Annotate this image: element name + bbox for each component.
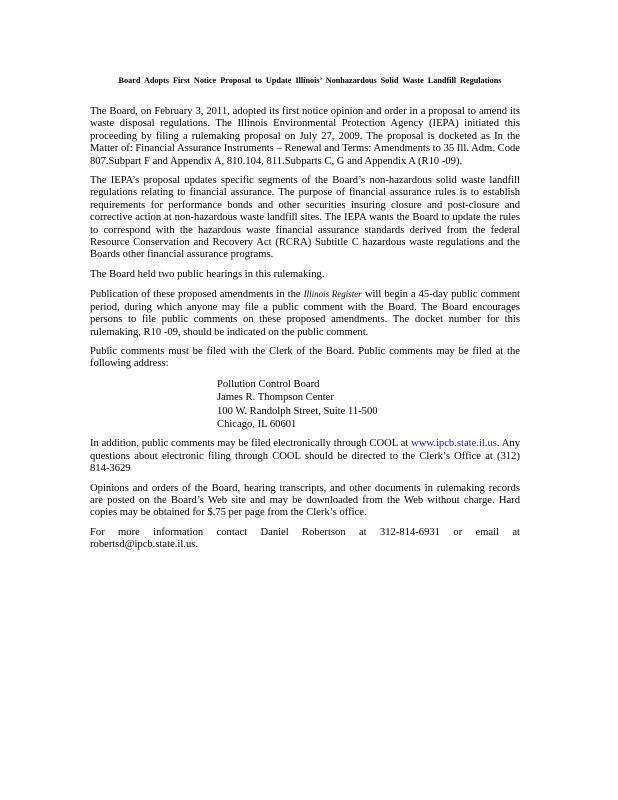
address-line-2: James R. Thompson Center bbox=[217, 392, 334, 404]
address-line-4: Chicago, IL 60601 bbox=[217, 418, 297, 430]
paragraph-adoption: The Board, on February 3, 2011, adopted its first notice opinion and order in a proposal to amend its waste disposal regulations. The Illinois Environmental Protection Agency (IEPA) initiated this proceeding by filing a rulemaking proposal on July 27, 2009. The proposal is docketed as In the Matter of: Financial Assurance Instruments – Renewal and Terms: Amendments to 35 Ill. Adm. Code 807.Subpart F and Appendix A, 810.104, 811.Subparts C, G and Appendix A (R10 -09). bbox=[90, 106, 520, 167]
address-line-1: Pollution Control Board bbox=[217, 378, 320, 390]
mailing-address bbox=[217, 378, 520, 432]
paragraph-electronic-filing bbox=[90, 438, 520, 475]
publication-text-end: will begin a 45-day public comment period, during which anyone may file a public comment with the Board. The Board encourages persons to file public comments on these proposed amendments. The docket number for this rulemaking, R10 -09, should be indicated on the public comment. bbox=[90, 289, 521, 338]
paragraph-records: Opinions and orders of the Board, hearing transcripts, and other documents in rulemaking records are posted on the Board’s Web site and may be downloaded from the Web without charge. Hard copies may be obtained for $.75 per page from the Clerk’s office. bbox=[90, 482, 520, 519]
paragraph-hearings: The Board held two public hearings in this rulemaking. bbox=[90, 268, 325, 280]
publication-text-start: Publication of these proposed amendments in the bbox=[90, 289, 304, 301]
paragraph-proposal-purpose: The IEPA’s proposal updates specific segments of the Board’s non-hazardous solid waste landfill regulations relating to financial assurance. The purpose of financial assurance rules is to establish requirements for performance bonds and other securities insuring closure and post-closure and corrective action at non-hazardous waste landfill sites. The IEPA wants the Board to update the rules to correspond with the hazardous waste financial assurance standards derived from the federal Resource Conservation and Recovery Act (RCRA) Subtitle C hazardous waste regulations and the Boards other financial assurance programs. bbox=[90, 175, 520, 261]
ipcb-website-link[interactable]: www.ipcb.state.il.us bbox=[411, 438, 497, 450]
paragraph-publication bbox=[90, 288, 520, 339]
paragraph-comment-filing: Public comments must be filed with the Clerk of the Board. Public comments may be filed at the following address: bbox=[90, 345, 520, 370]
illinois-register-title: Illinois Register bbox=[303, 289, 362, 300]
electronic-filing-text-start: In addition, public comments may be filed electronically through COOL at bbox=[90, 438, 412, 450]
document-body bbox=[90, 106, 520, 559]
electronic-filing-text-end: . Any questions about electronic filing through COOL should be directed to the Clerk’s Office at (312) 814-3629 bbox=[90, 438, 520, 475]
paragraph-contact: For more information contact Daniel Robertson at 312-814-6931 or email at robertsd@ipcb.state.il.us. bbox=[90, 526, 520, 551]
document-title: Board Adopts First Notice Proposal to Update Illinois’ Nonhazardous Solid Waste Landfill Regulations bbox=[118, 76, 502, 85]
address-line-3: 100 W. Randolph Street, Suite 11-500 bbox=[217, 405, 378, 417]
